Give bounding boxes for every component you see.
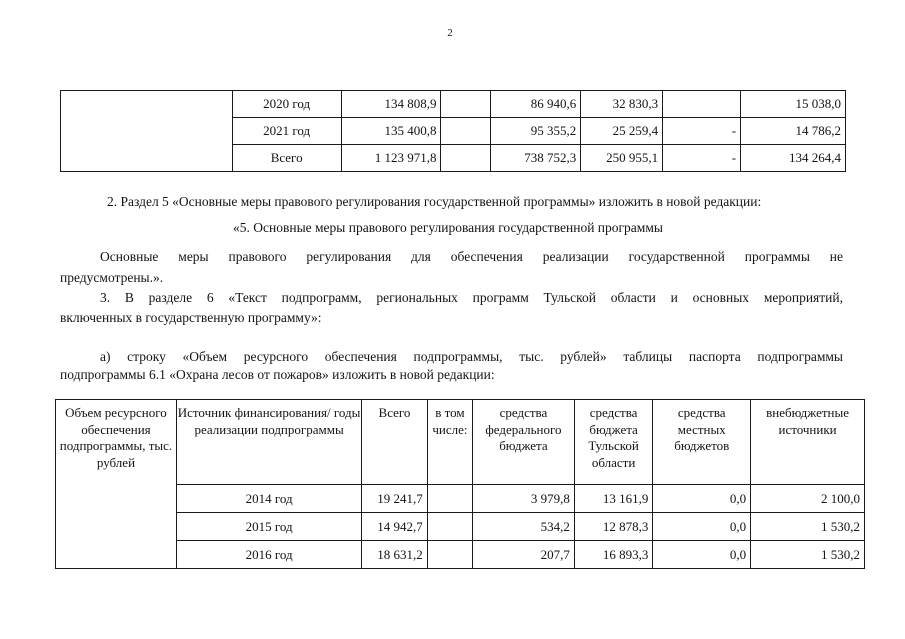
section-5-title: «5. Основные меры правового регулирования государственной программы [233, 220, 663, 235]
value-cell: 738 752,3 [491, 145, 581, 172]
value-cell: 15 038,0 [741, 91, 846, 118]
header-cell: средства бюджета Тульской области [574, 400, 653, 485]
total-cell: 135 400,8 [341, 118, 441, 145]
local-cell: 0,0 [653, 541, 751, 569]
header-cell: средства местных бюджетов [653, 400, 751, 485]
table-cell [427, 513, 472, 541]
header-cell: средства федерального бюджета [473, 400, 575, 485]
total-cell: 18 631,2 [362, 541, 427, 569]
extra-budget-cell: 1 530,2 [751, 513, 865, 541]
federal-cell: 207,7 [473, 541, 575, 569]
value-cell: 134 264,4 [741, 145, 846, 172]
year-cell: 2016 год [176, 541, 361, 569]
table-cell-empty [61, 91, 233, 172]
value-cell: 250 955,1 [581, 145, 663, 172]
item-3-line: включенных в государственную программу»: [60, 310, 322, 325]
year-cell: 2015 год [176, 513, 361, 541]
value-cell: 14 786,2 [741, 118, 846, 145]
paragraph-line: предусмотрены.». [60, 270, 164, 285]
total-cell: 14 942,7 [362, 513, 427, 541]
federal-cell: 534,2 [473, 513, 575, 541]
item-3-line: 3. В разделе 6 «Текст подпрограмм, региональных программ Тульской области и основных мероприятий, [100, 290, 843, 305]
regional-cell: 12 878,3 [574, 513, 653, 541]
extra-budget-cell: 1 530,2 [751, 541, 865, 569]
year-cell: 2014 год [176, 485, 361, 513]
header-cell: в том числе: [427, 400, 472, 485]
value-cell: 86 940,6 [491, 91, 581, 118]
paragraph-line: Основные меры правового регулирования для обеспечения реализации государственной программы не [100, 249, 843, 264]
regional-cell: 16 893,3 [574, 541, 653, 569]
total-cell: 19 241,7 [362, 485, 427, 513]
extra-budget-cell: 2 100,0 [751, 485, 865, 513]
total-cell: 1 123 971,8 [341, 145, 441, 172]
table-row [61, 91, 846, 118]
table-cell [427, 485, 472, 513]
header-cell: внебюджетные источники [751, 400, 865, 485]
header-cell: Всего [362, 400, 427, 485]
page-number: 2 [447, 27, 453, 39]
header-cell: Объем ресурсного обеспечения подпрограммы, тыс. рублей [56, 400, 177, 569]
total-cell: 134 808,9 [341, 91, 441, 118]
table-cell [441, 145, 491, 172]
value-cell: 25 259,4 [581, 118, 663, 145]
local-cell: 0,0 [653, 513, 751, 541]
item-2-paragraph: 2. Раздел 5 «Основные меры правового регулирования государственной программы» изложить в новой редакции: [107, 194, 762, 209]
value-cell [663, 91, 741, 118]
table-header-row [56, 400, 865, 485]
table-cell [441, 91, 491, 118]
year-cell: Всего [232, 145, 341, 172]
table-row [56, 541, 865, 569]
value-cell: - [663, 145, 741, 172]
year-cell: 2020 год [232, 91, 341, 118]
table-cell [441, 118, 491, 145]
value-cell: - [663, 118, 741, 145]
item-a-line: а) строку «Объем ресурсного обеспечения подпрограммы, тыс. рублей» таблицы паспорта подпрограммы [100, 349, 843, 364]
table-row [56, 485, 865, 513]
item-a-line: подпрограммы 6.1 «Охрана лесов от пожаров» изложить в новой редакции: [60, 367, 495, 382]
table-row [56, 513, 865, 541]
subprogram-funding-table [55, 399, 865, 569]
local-cell: 0,0 [653, 485, 751, 513]
header-cell: Источник финансирования/ годы реализации подпрограммы [176, 400, 361, 485]
value-cell: 32 830,3 [581, 91, 663, 118]
federal-cell: 3 979,8 [473, 485, 575, 513]
funding-table-continued [60, 90, 846, 172]
regional-cell: 13 161,9 [574, 485, 653, 513]
year-cell: 2021 год [232, 118, 341, 145]
table-cell [427, 541, 472, 569]
value-cell: 95 355,2 [491, 118, 581, 145]
